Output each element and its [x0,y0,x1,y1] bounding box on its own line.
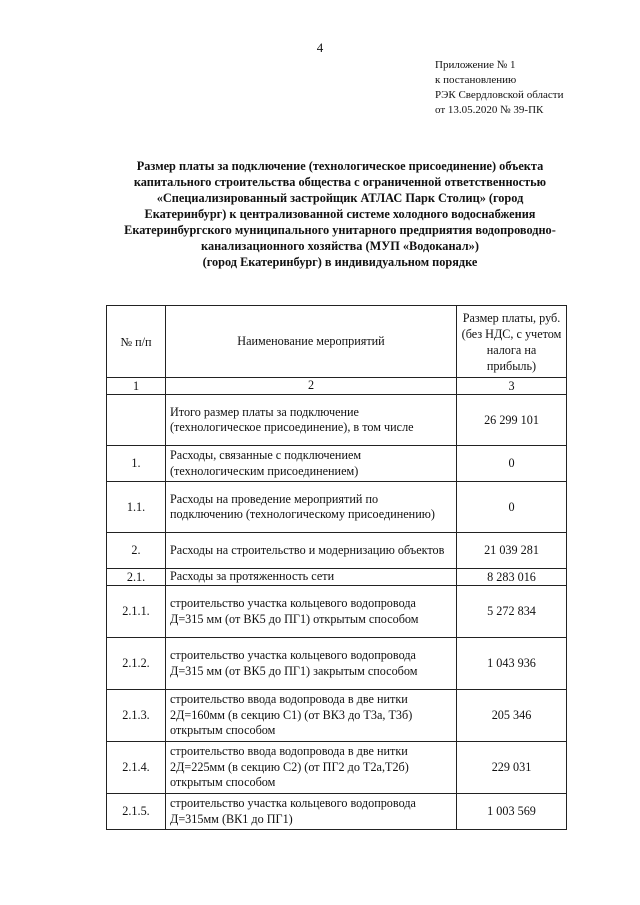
row-number: 2.1. [107,569,166,586]
table-row [107,482,567,533]
table-header-row [107,306,567,378]
table-row [107,395,567,446]
header-number: № п/п [107,306,166,378]
title-line: Екатеринбургского муниципального унитарного предприятия водопроводно- [124,223,556,237]
table-row [107,533,567,569]
row-number: 2.1.5. [107,794,166,830]
table-row [107,794,567,830]
row-name: строительство ввода водопровода в две нитки 2Д=160мм (в секцию С1) (от ВК3 до Т3а, Т3б) открытым способом [166,690,457,742]
title-line: «Специализированный застройщик АТЛАС Парк Столиц» (город [156,191,524,205]
row-amount: 5 272 834 [457,586,567,638]
row-number: 1. [107,446,166,482]
row-amount: 26 299 101 [457,395,567,446]
title-line: Размер платы за подключение (технологическое присоединение) объекта [136,159,544,173]
column-number: 1 [107,378,166,395]
table-row [107,446,567,482]
row-name: строительство участка кольцевого водопровода Д=315мм (ВК1 до ПГ1) [166,794,457,830]
row-number: 2. [107,533,166,569]
table-row [107,690,567,742]
appendix-line: к постановлению [435,74,517,86]
column-number: 3 [457,378,567,395]
appendix-line: РЭК Свердловской области [435,89,564,101]
appendix-line: от 13.05.2020 № 39-ПК [435,104,544,116]
row-name: Расходы за протяженность сети [166,569,457,586]
title-line: канализационного хозяйства (МУП «Водоканал») [201,239,479,253]
title-line: капитального строительства общества с ограниченной ответственностью [133,175,547,189]
title-line: Екатеринбург) к централизованной системе холодного водоснабжения [144,207,536,221]
column-numbers-row [107,378,567,395]
row-amount: 1 043 936 [457,638,567,690]
row-number: 2.1.3. [107,690,166,742]
title-line: (город Екатеринбург) в индивидуальном порядке [202,255,478,269]
row-amount: 1 003 569 [457,794,567,830]
row-amount: 229 031 [457,742,567,794]
row-number: 1.1. [107,482,166,533]
row-number: 2.1.2. [107,638,166,690]
appendix-line: Приложение № 1 [435,59,516,71]
appendix-block [435,58,563,118]
column-number: 2 [166,378,457,395]
table-row [107,569,567,586]
table-row [107,742,567,794]
row-amount: 8 283 016 [457,569,567,586]
header-name: Наименование мероприятий [166,306,457,378]
row-amount: 0 [457,482,567,533]
table-row [107,586,567,638]
row-name: Расходы на проведение мероприятий по подключению (технологическому присоединению) [166,482,457,533]
tariff-table [106,305,567,830]
row-name: Расходы на строительство и модернизацию объектов [166,533,457,569]
header-amount: Размер платы, руб. (без НДС, с учетом налога на прибыль) [457,306,567,378]
row-name: строительство ввода водопровода в две нитки 2Д=225мм (в секцию С2) (от ПГ2 до Т2а,Т2б) открытым способом [166,742,457,794]
row-number [107,395,166,446]
row-name: Итого размер платы за подключение (технологическое присоединение), в том числе [166,395,457,446]
row-number: 2.1.1. [107,586,166,638]
row-name: строительство участка кольцевого водопровода Д=315 мм (от ВК5 до ПГ1) открытым способом [166,586,457,638]
document-title [60,158,620,270]
row-amount: 205 346 [457,690,567,742]
row-name: Расходы, связанные с подключением (технологическим присоединением) [166,446,457,482]
row-number: 2.1.4. [107,742,166,794]
row-amount: 0 [457,446,567,482]
row-name: строительство участка кольцевого водопровода Д=315 мм (от ВК5 до ПГ1) закрытым способом [166,638,457,690]
page-number: 4 [316,40,324,55]
row-amount: 21 039 281 [457,533,567,569]
table-row [107,638,567,690]
